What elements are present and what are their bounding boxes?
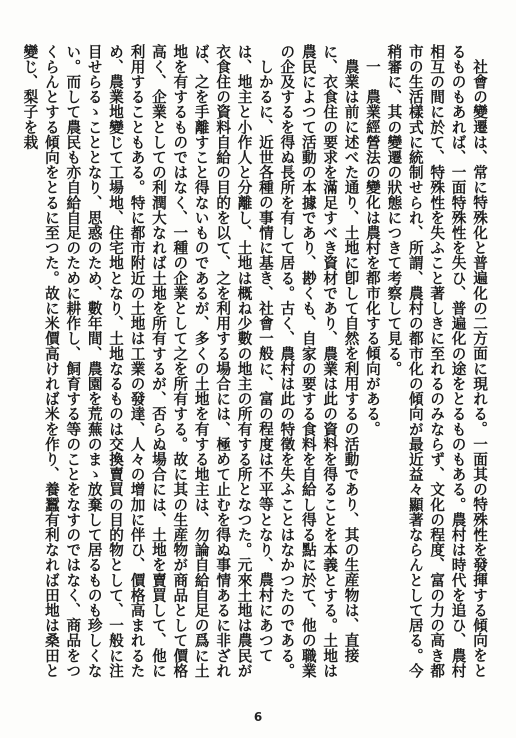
paragraph-agriculture-nature: 農業は前に述べた通り、土地に卽して自然を利用するの活動であり、其の生産物は、直接に、衣食住の要求を滿足すべき資材であり、農業は此の資料を得ることを本義とする。土地は農民によつて活動の本據であり、尠くも、自家の要する食料を自給し得る點に於て、他の職業の企及するを得ぬ長所を有して居る。古く、農村は此の特徵を失ふことはなかつたのである。 [278, 44, 360, 679]
section-heading-farm-management: 一 農業經營法の變化は農村を都市化する傾向がある。 [363, 58, 381, 437]
body-text [21, 44, 490, 690]
paragraph-social-change: 社會の變遷は、常に特殊化と普遍化の二方面に現れる。一面其の特殊性を發揮する傾向をとるものもあれば、一面特殊性を失ひ、普遍化の途をとるものもある。農村は時代を追ひ、農村相互の間に於て、特殊性を失ふこと著しきに至れるのみならず、文化の程度、富の力の高き都市の生活樣式に統制せられ、所謂、農村の都市化の傾向が最近益々顯著ならんとして居る。今稍審に、其の變遷の狀態につきて考察して見る。 [385, 44, 488, 679]
paragraph-landlord-separation: しかるに、近世各種の事情に基き、社會一般に、富の程度は不平等となり、農村にあつては、地主と小作人と分離し、土地は概ね少數の地主の所有する所となつた。元來土地は農民が衣食住の資料自給の目的を以て、之を利用する場合には、極めて止むを得ぬ事情あるに非ざれば、之を手離すこと得ないものであるが、多くの土地を有する地主は、勿論自給自足の爲に土地を有するものではなく、一種の企業として之を所有する。故に其の生産物が商品として價格高く、企業としての利潤大なれば土地を所有するが、否らぬ場合には、土地を賣買して、他に利用することもある。特に都市附近の土地は工業の發達、人々の增加に伴ひ、價格高まれるため、農業地變じて工場地、住宅地となり、土地なるものは交換賣買の目的物として、一般に注目せらるゝこととなり、思惑のため、數年間、農園を荒蕪のまゝ放棄して居るものも珍しくない。而して農民も亦自給自足のために耕作し、飼育する等のことをなすのではなく、商品をつくらんとする傾向をとるに至つた。故に米價高ければ米を作り、養蠶有利なれば田地は桑田と變じ、梨子を栽 [21, 44, 274, 679]
page-number: 6 [253, 710, 263, 724]
